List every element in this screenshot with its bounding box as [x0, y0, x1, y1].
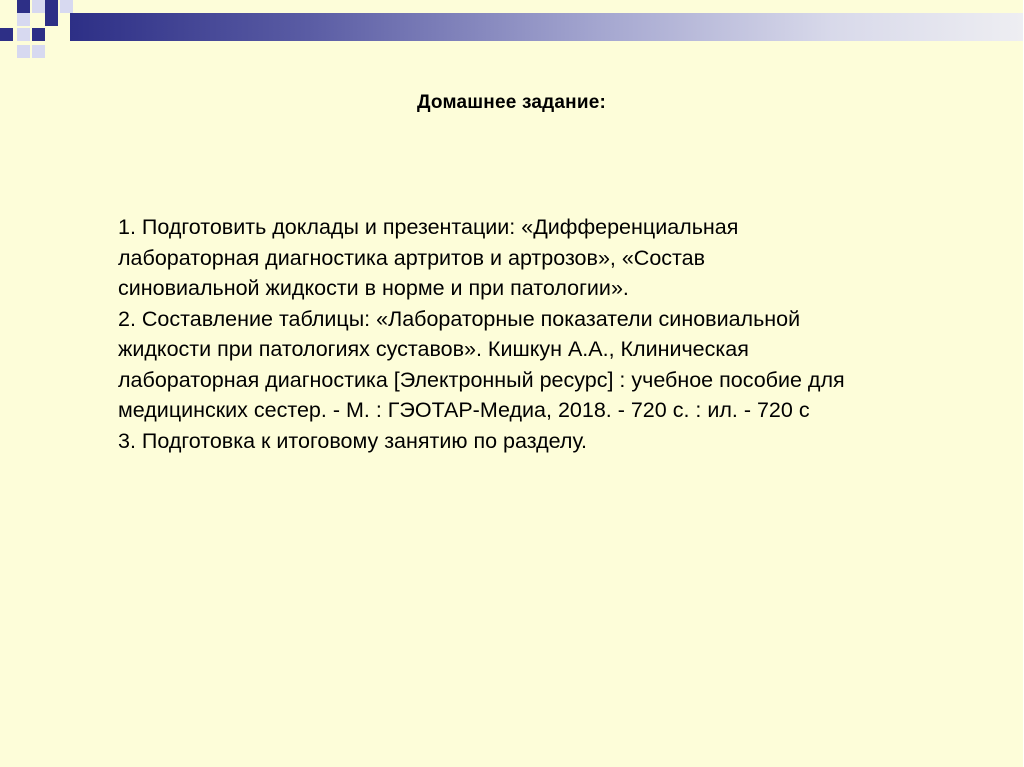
- text-line: 1. Подготовить доклады и презентации: «Дифференциальная: [118, 215, 739, 239]
- decor-square-icon: [60, 0, 73, 13]
- decor-square-icon: [17, 28, 30, 41]
- decor-square-icon: [32, 45, 45, 58]
- text-line: жидкости при патологиях суставов». Кишкун А.А., Клиническая: [118, 337, 749, 361]
- decor-square-icon: [32, 0, 45, 13]
- decor-square-icon: [45, 13, 58, 26]
- text-line: лабораторная диагностика [Электронный ресурс] : учебное пособие для: [118, 367, 845, 392]
- text-line: лабораторная диагностика артритов и артрозов», «Состав: [118, 245, 706, 270]
- decor-square-icon: [17, 45, 30, 58]
- decor-square-icon: [17, 13, 30, 26]
- text-line: 2. Составление таблицы: «Лабораторные показатели синовиальной: [118, 306, 801, 331]
- header-gradient-bar: [70, 13, 1023, 41]
- homework-text: [118, 212, 998, 456]
- decor-square-icon: [17, 0, 30, 13]
- decor-square-icon: [45, 0, 58, 13]
- decor-square-icon: [32, 28, 45, 41]
- text-line: 3. Подготовка к итоговому занятию по разделу.: [118, 428, 588, 453]
- text-line: синовиальной жидкости в норме и при патологии».: [118, 276, 629, 300]
- text-line: медицинских сестер. - М. : ГЭОТАР-Медиа, 2018. - 720 с. : ил. - 720 с: [118, 398, 810, 422]
- slide-title: Домашнее задание:: [416, 92, 607, 113]
- decor-square-icon: [0, 28, 13, 41]
